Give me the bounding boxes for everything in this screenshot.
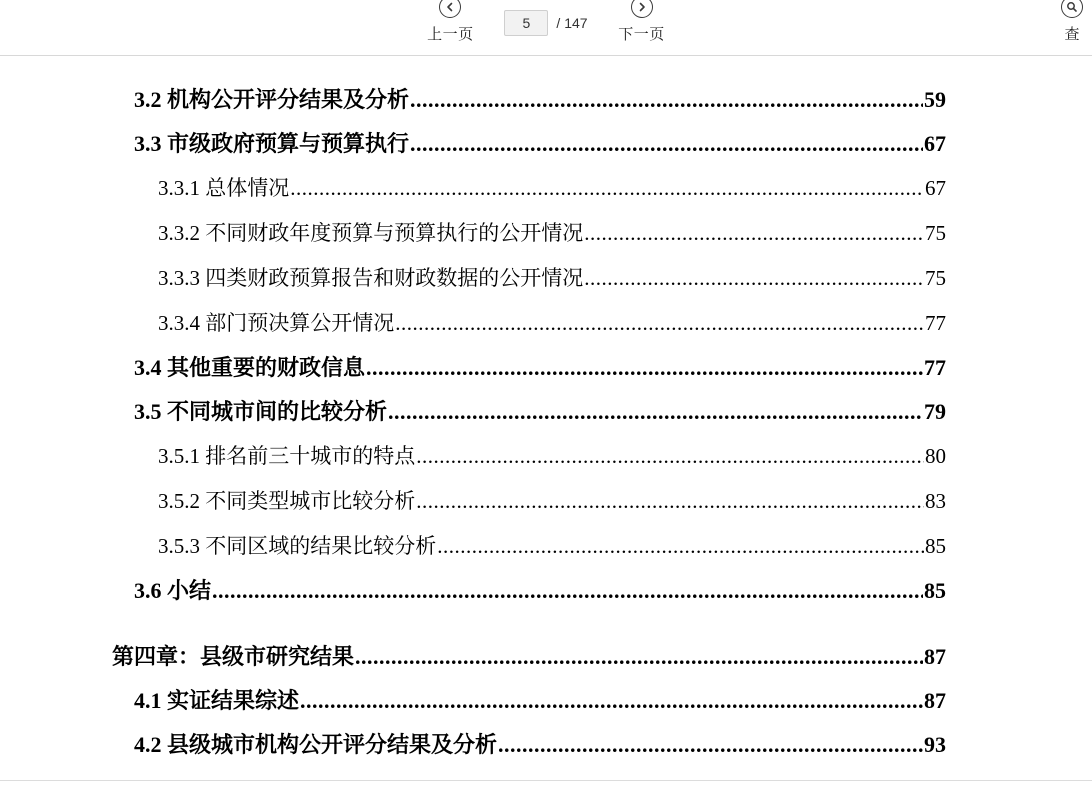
chevron-right-circle-icon	[631, 0, 653, 18]
next-page-button[interactable]	[594, 0, 690, 44]
toc-entry-page: 75	[925, 266, 946, 290]
toc-leader-dots	[212, 569, 923, 613]
chevron-left-circle-icon	[439, 0, 461, 18]
toc-entry[interactable]	[112, 434, 946, 479]
toc-entry-title: 3.3.2 不同财政年度预算与预算执行的公开情况	[158, 221, 584, 245]
toc-entry-title: 3.3.4 部门预决算公开情况	[158, 311, 395, 335]
toc-entry-page: 59	[924, 87, 946, 112]
toc-entry[interactable]	[112, 122, 946, 166]
toc-leader-dots	[416, 434, 924, 479]
toc-leader-dots	[498, 723, 923, 767]
toc-entry-page: 93	[924, 732, 946, 757]
toc-entry-title: 4.1 实证结果综述	[134, 688, 300, 713]
toc-entry-page: 77	[925, 311, 946, 335]
toc-entry[interactable]	[112, 346, 946, 390]
viewer-toolbar	[0, 0, 1092, 56]
toc-leader-dots	[388, 390, 923, 434]
toc-entry[interactable]	[112, 479, 946, 524]
toc-entry-page: 83	[925, 489, 946, 513]
toc-entry[interactable]	[112, 390, 946, 434]
toc-entry-title: 3.5.1 排名前三十城市的特点	[158, 444, 416, 468]
page-number-field	[498, 10, 593, 36]
toc-entry-page: 67	[925, 176, 946, 200]
toc-entry-page: 85	[925, 534, 946, 558]
document-page	[0, 56, 1092, 793]
toc-entry-title: 3.5.3 不同区域的结果比较分析	[158, 534, 437, 558]
toc-entry-title: 第四章：县级市研究结果	[112, 644, 355, 669]
toc-entry[interactable]	[112, 569, 946, 613]
toc-entry-page: 87	[924, 688, 946, 713]
page-divider	[0, 780, 1092, 781]
toc-entry[interactable]	[112, 679, 946, 723]
toc-entry-title: 3.4 其他重要的财政信息	[134, 355, 366, 380]
toc-leader-dots	[584, 211, 924, 256]
toc-leader-dots	[410, 78, 923, 122]
toc-leader-dots	[395, 301, 924, 346]
toc-entry-title: 3.5 不同城市间的比较分析	[134, 399, 388, 424]
toc-leader-dots	[410, 122, 923, 166]
toc-leader-dots	[416, 479, 924, 524]
next-page-label: 下一页	[618, 26, 665, 43]
toc-entry[interactable]	[112, 166, 946, 211]
toc-leader-dots	[290, 166, 924, 211]
toc-entry[interactable]	[112, 211, 946, 256]
toc-leader-dots	[584, 256, 924, 301]
search-circle-icon	[1061, 0, 1083, 18]
search-tool[interactable]	[1052, 0, 1092, 44]
toc-entry-title: 3.2 机构公开评分结果及分析	[134, 87, 410, 112]
toc-leader-dots	[437, 524, 924, 569]
toc-entry-title: 3.3 市级政府预算与预算执行	[134, 131, 410, 156]
toc-entry-title: 3.3.1 总体情况	[158, 176, 290, 200]
table-of-contents	[0, 78, 1092, 767]
toc-entry[interactable]	[112, 256, 946, 301]
page-total-label: / 147	[556, 15, 588, 31]
toc-entry-page: 77	[924, 355, 946, 380]
toc-entry-page: 67	[924, 131, 946, 156]
toc-entry[interactable]	[112, 723, 946, 767]
toc-entry[interactable]	[112, 78, 946, 122]
toc-entry-title: 3.3.3 四类财政预算报告和财政数据的公开情况	[158, 266, 584, 290]
toc-entry[interactable]	[112, 635, 946, 679]
page-number-input[interactable]	[504, 10, 548, 36]
toc-entry-page: 87	[924, 644, 946, 669]
prev-page-button[interactable]	[402, 0, 498, 44]
toc-leader-dots	[366, 346, 923, 390]
toc-entry[interactable]	[112, 524, 946, 569]
toc-entry-title: 3.5.2 不同类型城市比较分析	[158, 489, 416, 513]
toc-entry-page: 80	[925, 444, 946, 468]
toc-leader-dots	[355, 635, 923, 679]
pagination-controls	[0, 0, 1092, 56]
prev-page-label: 上一页	[427, 26, 474, 43]
toc-entry-title: 4.2 县级城市机构公开评分结果及分析	[134, 732, 498, 757]
toc-entry-title: 3.6 小结	[134, 578, 212, 603]
toc-entry[interactable]	[112, 301, 946, 346]
toc-entry-page: 75	[925, 221, 946, 245]
toc-leader-dots	[300, 679, 923, 723]
search-label: 查	[1064, 26, 1080, 43]
toc-entry-page: 79	[924, 399, 946, 424]
toc-entry-page: 85	[924, 578, 946, 603]
